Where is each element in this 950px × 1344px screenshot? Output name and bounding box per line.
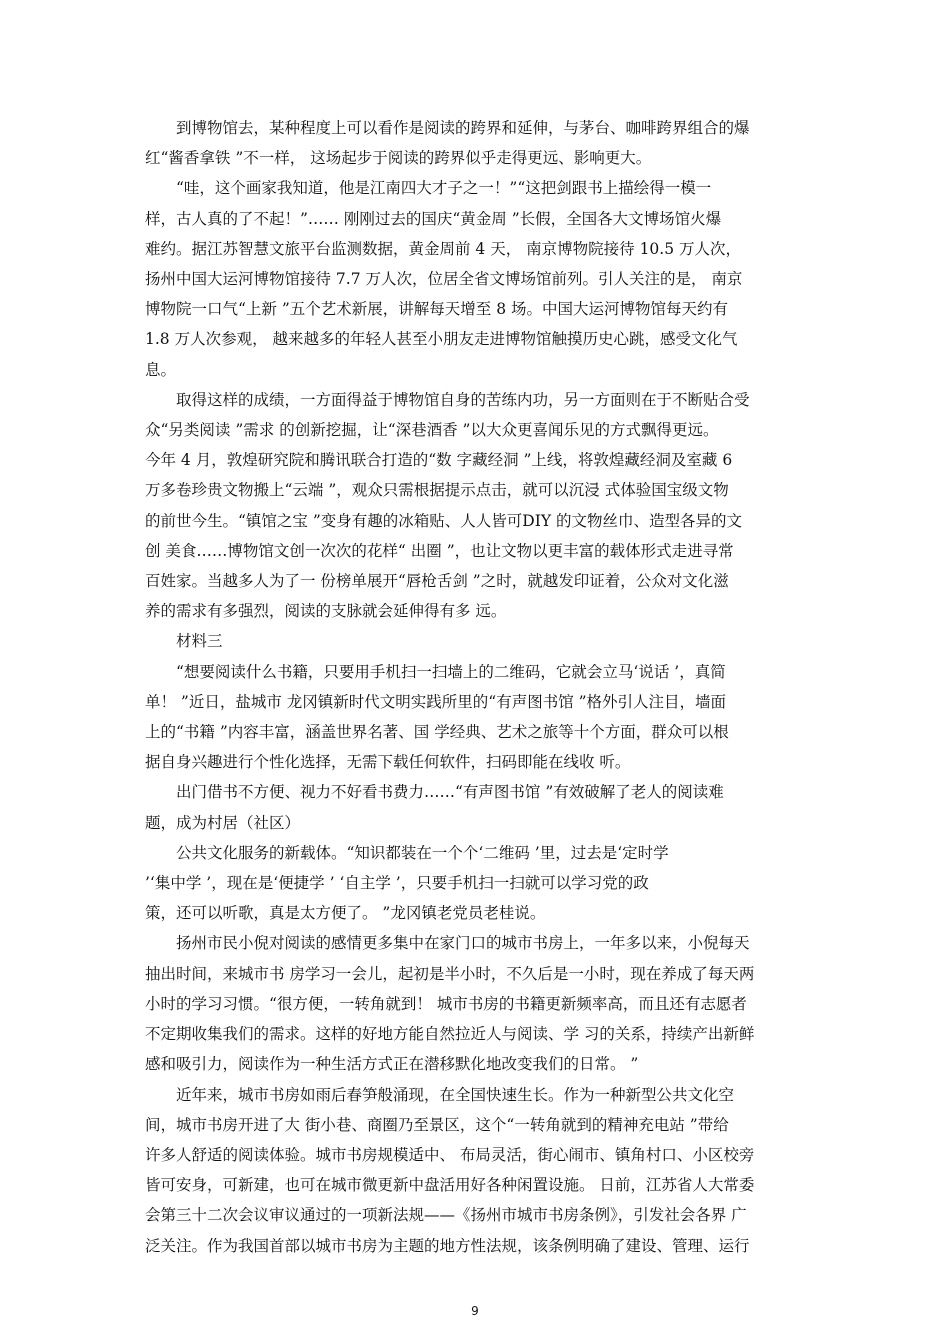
text-line: 样，古人真的了不起！”…… 刚刚过去的国庆“黄金周 ”长假，全国各大文博场馆火爆	[145, 209, 722, 228]
text-line: 的前世今生。“镇馆之宝 ”变身有趣的冰箱贴、人人皆可DIY 的文物丝巾、造型各异的文	[145, 511, 742, 530]
text-line: 抽出时间，来城市书 房学习一会儿，起初是半小时，不久后是一小时，现在养成了每天两	[145, 964, 755, 983]
paragraph	[145, 626, 810, 656]
paragraph	[145, 113, 810, 173]
text-line: 万多卷珍贵文物搬上“云端 ”，观众只需根据提示点击，就可以沉浸 式体验国宝级文物	[145, 481, 729, 500]
text-line: 不定期收集我们的需求。这样的好地方能自然拉近人与阅读、学 习的关系，持续产出新鲜	[145, 1025, 755, 1044]
text-line: 会第三十二次会议审议通过的一项新法规——《扬州市城市书房条例》，引发社会各界 广	[145, 1206, 747, 1225]
text-line: 小时的学习习惯。“很方便，一转角就到！ 城市书房的书籍更新频率高，而且还有志愿者	[145, 994, 747, 1013]
text-line: 众“另类阅读 ”需求 的创新挖掘，让“深巷酒香 ”以大众更喜闻乐见的方式飘得更远。	[145, 421, 719, 440]
page-number: 9	[471, 1304, 479, 1318]
text-line: 策，还可以听歌，真是太方便了。 ”龙冈镇老党员老桂说。	[145, 904, 546, 923]
paragraph	[145, 1080, 810, 1261]
text-line: 据自身兴趣进行个性化选择，无需下载任何软件，扫码即能在线收 听。	[145, 753, 631, 772]
text-line: 扬州中国大运河博物馆接待 7.7 万人次，位居全省文博场馆前列。引人关注的是， 南京	[145, 270, 743, 289]
text-line: 近年来，城市书房如雨后春笋般涌现，在全国快速生长。作为一种新型公共文化空	[176, 1085, 735, 1104]
text-line: 扬州市民小倪对阅读的感情更多集中在家门口的城市书房上，一年多以来，小倪每天	[176, 934, 750, 953]
text-line: 取得这样的成绩，一方面得益于博物馆自身的苦练内功，另一方面则在于不断贴合受	[176, 390, 750, 409]
text-line: 公共文化服务的新载体。“知识都装在一个个‘二维码 ’里，过去是‘定时学	[176, 843, 669, 862]
text-line: 许多人舒适的阅读体验。城市书房规模适中、 布局灵活，街心闹市、镇角村口、小区校旁	[145, 1145, 755, 1164]
text-line: 红“酱香拿铁 ”不一样， 这场起步于阅读的跨界似乎走得更远、影响更大。	[145, 149, 652, 168]
text-line: 养的需求有多强烈，阅读的支脉就会延伸得有多 远。	[145, 602, 507, 621]
paragraph	[145, 173, 810, 384]
document-body	[145, 113, 810, 1261]
text-line: 息。	[145, 360, 177, 379]
text-line: ’‘集中学 ’，现在是‘便捷学 ’ ‘自主学 ’，只要手机扫一扫就可以学习党的政	[145, 874, 649, 893]
text-line: 难约。据江苏智慧文旅平台监测数据，黄金周前 4 天， 南京博物院接待 10.5 万人次，	[145, 239, 742, 258]
text-line: “想要阅读什么书籍，只要用手机扫一扫墙上的二维码，它就会立马‘说话 ’，真简	[176, 662, 726, 681]
text-line: 间，城市书房开进了大 街小巷、商圈乃至景区，这个“一转角就到的精神充电站 ”带给	[145, 1115, 729, 1134]
paragraph	[145, 385, 810, 627]
text-line: 百姓家。当越多人为了一 份榜单展开“唇枪舌剑 ”之时，就越发印证着，公众对文化滋	[145, 572, 729, 591]
text-line: 材料三	[176, 632, 223, 651]
paragraph	[145, 928, 810, 1079]
text-line: 今年 4 月，敦煌研究院和腾讯联合打造的“数 字藏经洞 ”上线，将敦煌藏经洞及室藏 6	[145, 451, 733, 470]
paragraph	[145, 838, 810, 929]
text-line: “哇，这个画家我知道，他是江南四大才子之一！”“这把剑跟书上描绘得一模一	[176, 179, 712, 198]
paragraph	[145, 657, 810, 778]
text-line: 到博物馆去，某种程度上可以看作是阅读的跨界和延伸，与茅台、咖啡跨界组合的爆	[176, 119, 750, 137]
text-line: 单！ ”近日，盐城市 龙冈镇新时代文明实践所里的“有声图书馆 ”格外引人注目，墙面	[145, 692, 727, 711]
text-line: 上的“书籍 ”内容丰富，涵盖世界名著、国 学经典、艺术之旅等十个方面，群众可以根	[145, 723, 729, 742]
text-line: 泛关注。作为我国首部以城市书房为主题的地方性法规，该条例明确了建设、管理、运行	[145, 1236, 750, 1255]
paragraph	[145, 777, 810, 837]
text-line: 感和吸引力，阅读作为一种生活方式正在潜移默化地改变我们的日常。 ”	[145, 1055, 639, 1074]
text-line: 出门借书不方便、视力不好看书费力……“有声图书馆 ”有效破解了老人的阅读难	[176, 783, 724, 802]
text-line: 1.8 万人次参观， 越来越多的年轻人甚至小朋友走进博物馆触摸历史心跳，感受文化气	[145, 330, 738, 349]
text-line: 皆可安身，可新建，也可在城市微更新中盘活用好各种闲置设施。 日前，江苏省人大常委	[145, 1176, 755, 1195]
text-line: 创 美食……博物馆文创一次次的花样“ 出圈 ”，也让文物以更丰富的载体形式走进寻常	[145, 541, 734, 560]
text-line: 题，成为村居（社区）	[145, 813, 301, 832]
text-line: 博物院一口气“上新 ”五个艺术新展，讲解每天增至 8 场。中国大运河博物馆每天约有	[145, 300, 728, 319]
